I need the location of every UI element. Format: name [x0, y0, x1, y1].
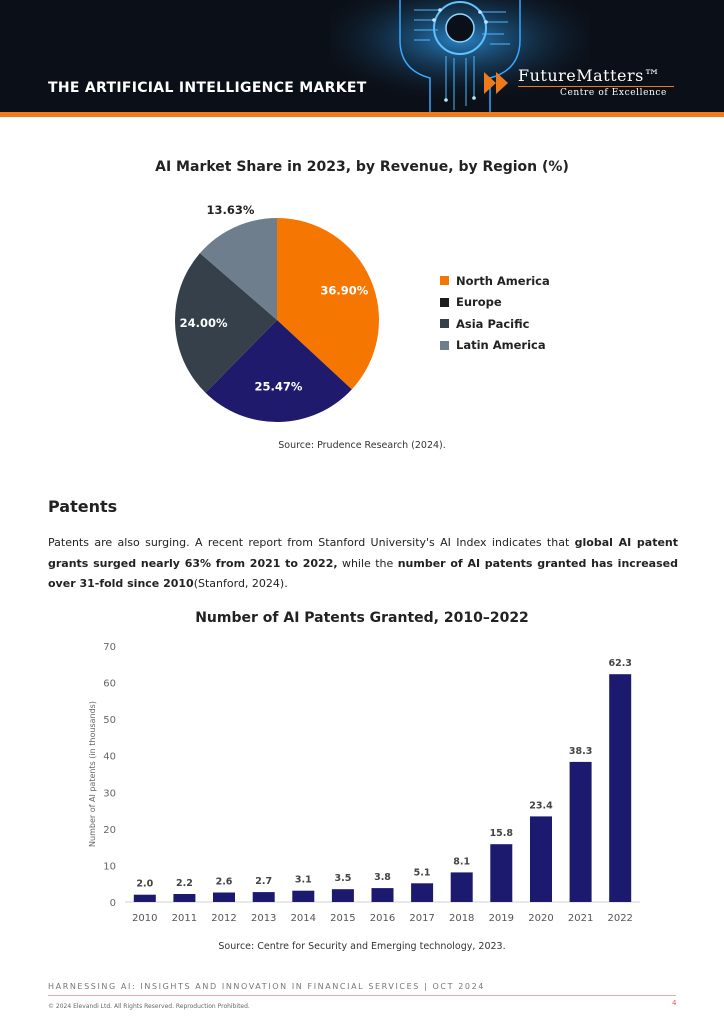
- y-tick-label: 30: [103, 788, 116, 800]
- bar-2017: [411, 883, 433, 902]
- pie-slice-label-latin-america: 13.63%: [206, 203, 255, 218]
- x-tick-label: 2014: [290, 913, 317, 924]
- section-heading: Patents: [48, 497, 118, 516]
- legend-swatch: [440, 276, 449, 285]
- bar-value-label: 23.4: [529, 800, 553, 812]
- legend-item-latin-america: [440, 335, 550, 357]
- x-tick-label: 2010: [132, 913, 158, 924]
- x-tick-label: 2017: [409, 913, 435, 924]
- bar-value-label: 2.0: [136, 878, 154, 890]
- bar-2010: [134, 895, 156, 902]
- para-bold-text: number of AI patents granted has increased over 31-fold since 2010: [48, 556, 678, 590]
- para-bold-text: global AI patent grants surged nearly 63% from 2021 to 2022,: [48, 536, 679, 570]
- patents-bar-chart: [80, 636, 650, 928]
- legend-item-north-america: [440, 270, 550, 292]
- x-tick-label: 2015: [330, 913, 356, 924]
- page-number: 4: [672, 999, 677, 1007]
- para-citation: (Stanford, 2024).: [193, 577, 288, 590]
- legend-item-asia-pacific: [440, 313, 550, 335]
- legend-label: Europe: [456, 295, 502, 310]
- legend-item-europe: [440, 292, 550, 314]
- y-tick-label: 10: [103, 861, 116, 873]
- bar-value-label: 38.3: [568, 745, 593, 757]
- bar-2021: [570, 762, 592, 902]
- logo-wordmark: FutureMatters™: [518, 66, 661, 85]
- legend-swatch: [440, 341, 449, 350]
- legend-label: Asia Pacific: [456, 316, 530, 331]
- x-tick-label: 2012: [211, 913, 237, 924]
- pie-slice-label-europe: 24.00%: [179, 315, 228, 330]
- legend-swatch: [440, 319, 449, 328]
- bar-value-label: 3.8: [374, 872, 391, 884]
- bar-value-label: 2.6: [215, 876, 233, 888]
- page-header: [0, 0, 724, 112]
- bar-2015: [332, 889, 354, 902]
- pie-slice-label-asia-pacific: 25.47%: [254, 379, 303, 394]
- double-arrow-icon: [484, 70, 516, 96]
- para-text: Patents are also surging. A recent report from Stanford University's AI Index indicates that: [48, 536, 575, 549]
- pie-chart-title: AI Market Share in 2023, by Revenue, by Region (%): [155, 159, 569, 175]
- y-tick-label: 60: [103, 678, 116, 690]
- x-tick-label: 2020: [528, 913, 554, 924]
- x-tick-label: 2021: [567, 913, 594, 924]
- market-share-pie-chart: [160, 200, 400, 440]
- bar-chart-title: Number of AI Patents Granted, 2010–2022: [195, 610, 529, 626]
- circuit-head-illustration: [330, 0, 590, 112]
- bar-2020: [530, 816, 552, 902]
- pie-chart-source: Source: Prudence Research (2024).: [278, 440, 446, 451]
- x-tick-label: 2016: [369, 913, 396, 924]
- x-tick-label: 2022: [607, 913, 633, 924]
- logo-subtitle: Centre of Excellence: [560, 88, 667, 98]
- pie-slice-label-north-america: 36.90%: [320, 283, 369, 298]
- patents-paragraph: [48, 533, 678, 595]
- x-tick-label: 2011: [171, 913, 198, 924]
- bar-value-label: 2.7: [255, 876, 273, 888]
- bar-2022: [609, 674, 631, 902]
- bar-value-label: 8.1: [453, 856, 471, 868]
- y-tick-label: 40: [103, 751, 116, 763]
- bar-2012: [213, 893, 235, 903]
- y-tick-label: 50: [103, 715, 116, 727]
- para-text: while the: [337, 556, 398, 570]
- bar-value-label: 2.2: [175, 878, 193, 889]
- pie-legend: [440, 270, 550, 356]
- legend-label: Latin America: [456, 338, 546, 353]
- legend-swatch: [440, 298, 449, 307]
- footer-divider: [48, 995, 676, 996]
- x-tick-label: 2018: [448, 913, 475, 924]
- logo-divider: [518, 86, 674, 87]
- x-tick-label: 2019: [488, 913, 515, 924]
- footer-report-title: HARNESSING AI: INSIGHTS AND INNOVATION IN FINANCIAL SERVICES | OCT 2024: [48, 982, 485, 991]
- y-tick-label: 20: [103, 824, 116, 836]
- bar-value-label: 62.3: [608, 658, 632, 670]
- bar-value-label: 15.8: [489, 828, 514, 840]
- y-tick-label: 70: [103, 642, 116, 653]
- bar-chart-source: Source: Centre for Security and Emerging technology, 2023.: [218, 941, 506, 952]
- bar-value-label: 3.5: [334, 873, 352, 885]
- header-accent-bar: [0, 112, 724, 117]
- x-tick-label: 2013: [250, 913, 277, 924]
- bar-2013: [253, 892, 275, 902]
- bar-value-label: 5.1: [413, 867, 431, 879]
- document-section-title: THE ARTIFICIAL INTELLIGENCE MARKET: [48, 80, 367, 96]
- bar-2016: [372, 888, 394, 902]
- bar-value-label: 3.1: [294, 874, 312, 886]
- y-axis-label: Number of AI patents (in thousands): [88, 701, 97, 847]
- bar-2014: [292, 891, 314, 902]
- legend-label: North America: [456, 273, 550, 288]
- copyright-notice: © 2024 Elevandi Ltd. All Rights Reserved. Reproduction Prohibited.: [48, 1003, 250, 1010]
- bar-2011: [173, 894, 195, 902]
- y-tick-label: 0: [109, 898, 116, 909]
- bar-2018: [451, 872, 473, 902]
- bar-2019: [490, 844, 512, 902]
